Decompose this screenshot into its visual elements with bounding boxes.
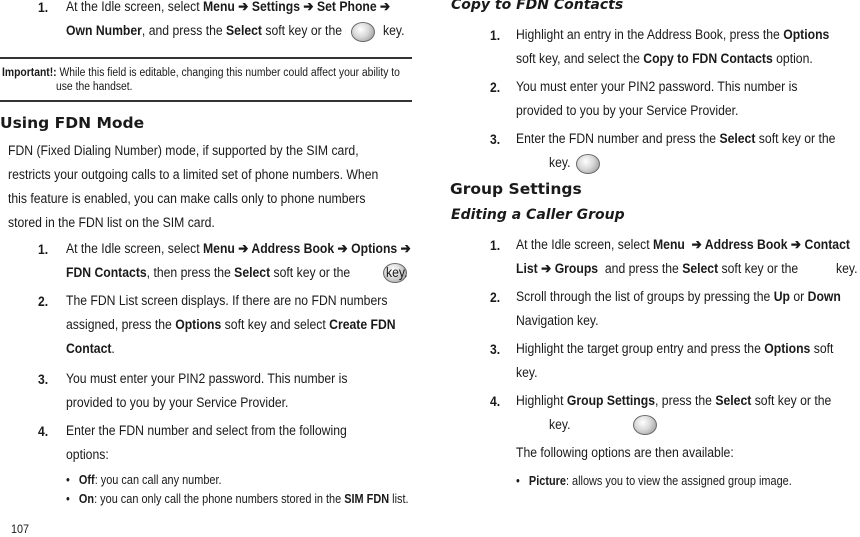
step-number: 3. xyxy=(490,132,501,147)
subsection-heading: Copy to FDN Contacts xyxy=(451,0,624,13)
step-text: List ➔ Groups and press the Select soft key or the xyxy=(516,261,799,277)
step-text: Enter the FDN number and press the Select soft key or the xyxy=(516,131,836,147)
step-text: Navigation key. xyxy=(516,313,599,329)
step-number: 4. xyxy=(38,424,49,439)
step-number: 2. xyxy=(490,290,501,305)
step-number: 3. xyxy=(490,342,501,357)
paragraph-line: FDN (Fixed Dialing Number) mode, if supported by the SIM card, xyxy=(8,143,359,159)
step-number: 4. xyxy=(490,394,501,409)
select-key-icon xyxy=(576,154,600,174)
divider xyxy=(0,100,412,102)
step-number: 2. xyxy=(490,80,501,95)
step-text: You must enter your PIN2 password. This number is xyxy=(66,371,348,387)
step-text: key. xyxy=(549,155,571,171)
step-text: soft key, and select the Copy to FDN Contacts option. xyxy=(516,51,813,67)
select-key-icon xyxy=(351,22,375,42)
step-text: Highlight the target group entry and press the Options soft xyxy=(516,341,834,357)
step-text: The FDN List screen displays. If there are no FDN numbers xyxy=(66,293,388,309)
subsection-heading: Editing a Caller Group xyxy=(451,207,625,223)
step-text: provided to you by your Service Provider. xyxy=(516,103,739,119)
step-text: provided to you by your Service Provider. xyxy=(66,395,289,411)
step-text: key. xyxy=(386,265,408,281)
step-text: key. xyxy=(836,261,858,277)
step-number: 2. xyxy=(38,294,49,309)
divider xyxy=(0,57,412,59)
step-text: Contact. xyxy=(66,341,115,357)
bullet-item: • Off: you can call any number. xyxy=(66,472,222,487)
step-text: Scroll through the list of groups by pressing the Up or Down xyxy=(516,289,841,305)
bullet-item: • Picture: allows you to view the assigned group image. xyxy=(516,473,792,488)
step-text: Highlight Group Settings, press the Select soft key or the xyxy=(516,393,832,409)
step-text: At the Idle screen, select Menu ➔ Settings ➔ Set Phone ➔ xyxy=(66,0,391,15)
step-text: You must enter your PIN2 password. This number is xyxy=(516,79,798,95)
step-text: key. xyxy=(549,417,571,433)
bullet-item: • On: you can only call the phone numbers stored in the SIM FDN list. xyxy=(66,491,409,506)
step-number: 3. xyxy=(38,372,49,387)
section-heading: Using FDN Mode xyxy=(0,114,145,132)
step-text: Highlight an entry in the Address Book, press the Options xyxy=(516,27,830,43)
following-text: The following options are then available: xyxy=(516,445,734,461)
step-text: key. xyxy=(516,365,538,381)
step-number: 1. xyxy=(38,0,49,15)
important-note: Important!: While this field is editable, changing this number could affect your ability to xyxy=(2,67,400,79)
important-note-line2: use the handset. xyxy=(56,81,133,93)
step-number: 1. xyxy=(490,28,501,43)
step-text: At the Idle screen, select Menu ➔ Address Book ➔ Options ➔ xyxy=(66,241,411,257)
step-text: FDN Contacts, then press the Select soft key or the xyxy=(66,265,351,281)
paragraph-line: this feature is enabled, you can make calls only to phone numbers xyxy=(8,191,366,207)
section-heading: Group Settings xyxy=(450,180,582,198)
step-number: 1. xyxy=(38,242,49,257)
step-text: assigned, press the Options soft key and select Create FDN xyxy=(66,317,396,333)
page-number: 107 xyxy=(11,522,30,536)
step-text: options: xyxy=(66,447,109,463)
paragraph-line: stored in the FDN list on the SIM card. xyxy=(8,215,215,231)
step-text: At the Idle screen, select Menu ➔ Address Book ➔ Contact xyxy=(516,237,850,253)
step-number: 1. xyxy=(490,238,501,253)
step-text: Enter the FDN number and select from the following xyxy=(66,423,347,439)
paragraph-line: restricts your outgoing calls to a limited set of phone numbers. When xyxy=(8,167,379,183)
select-key-icon xyxy=(633,415,657,435)
step-text: Own Number, and press the Select soft key or the xyxy=(66,23,343,39)
step-text: key. xyxy=(383,23,405,39)
